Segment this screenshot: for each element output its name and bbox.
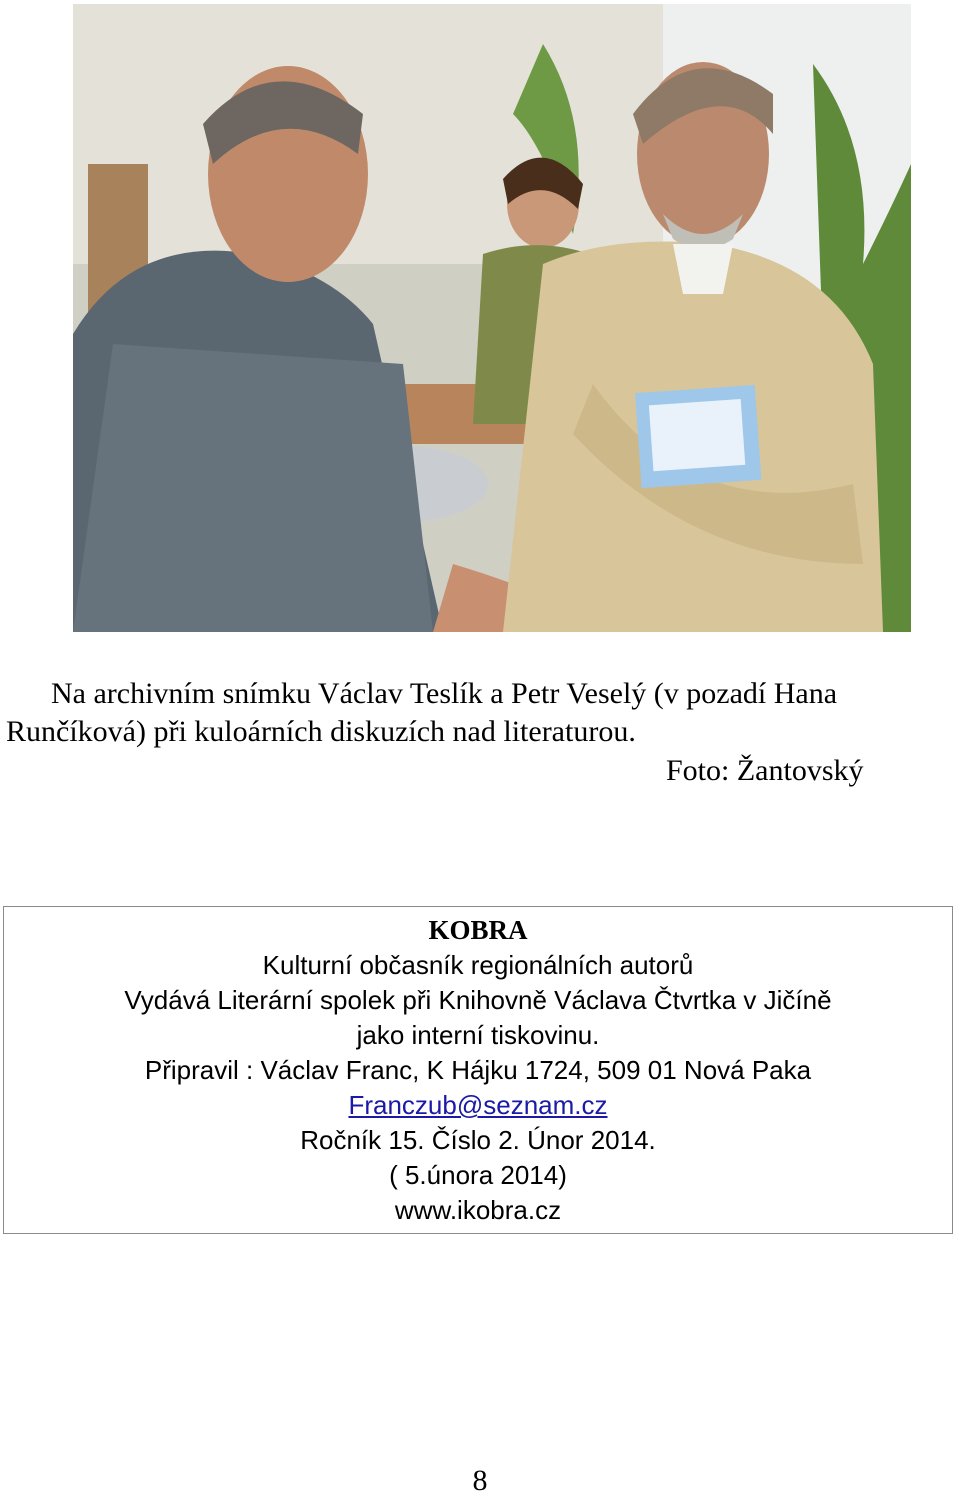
photo-caption	[6, 675, 946, 751]
photo-credit: Foto: Žantovský	[666, 754, 864, 787]
masthead-title: KOBRA	[428, 915, 528, 945]
page-number: 8	[472, 1464, 488, 1497]
email-link[interactable]: Franczub@seznam.cz	[348, 1090, 608, 1120]
masthead-box	[3, 906, 953, 1234]
caption-line-1: Na archivním snímku Václav Teslík a Petr Veselý (v pozadí Hana	[51, 677, 838, 710]
caption-line-2: Runčíková) při kuloárních diskuzích nad literaturou.	[6, 715, 636, 748]
masthead-editor: Připravil : Václav Franc, K Hájku 1724, 509 01 Nová Paka	[144, 1055, 812, 1085]
photo-illustration	[73, 4, 911, 632]
masthead-website: www.ikobra.cz	[394, 1195, 562, 1225]
masthead-publisher-note: jako interní tiskovinu.	[356, 1020, 600, 1050]
masthead-date: ( 5.února 2014)	[389, 1160, 567, 1190]
photo-image	[73, 4, 911, 632]
masthead-issue: Ročník 15. Číslo 2. Únor 2014.	[300, 1125, 656, 1155]
masthead-publisher: Vydává Literární spolek při Knihovně Václava Čtvrtka v Jičíně	[124, 985, 832, 1015]
masthead-subtitle: Kulturní občasník regionálních autorů	[262, 950, 694, 980]
